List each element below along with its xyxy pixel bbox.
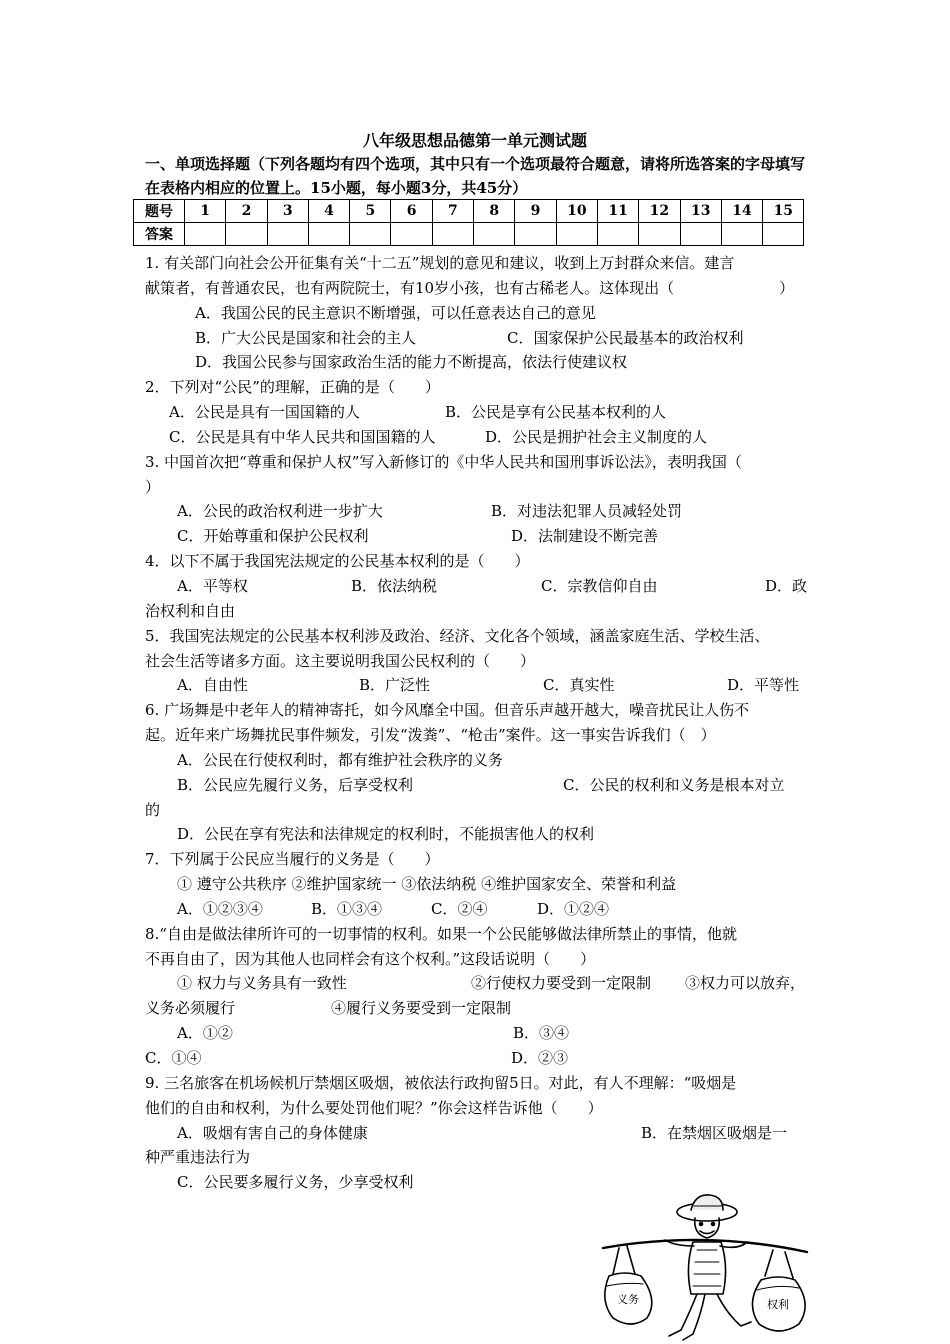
question-3-stem: ）: [145, 477, 161, 496]
question-8-item-2: ②行使权力要受到一定限制: [471, 974, 652, 993]
question-4-option-a: A．平等权: [177, 576, 248, 595]
question-2-stem: 2．下列对“公民”的理解，正确的是（ ）: [145, 378, 440, 397]
answer-cell[interactable]: [350, 223, 391, 246]
question-6-option-c-cont: 的: [145, 800, 161, 819]
question-5-option-b: B．广泛性: [359, 676, 431, 695]
answer-cell[interactable]: [515, 223, 556, 246]
answer-cell[interactable]: [226, 223, 267, 246]
answer-cell[interactable]: [763, 223, 804, 246]
question-9-options-ab: [145, 1121, 817, 1146]
answer-table-number-row: [134, 200, 804, 223]
question-number-cell: 12: [639, 200, 680, 223]
question-4-option-c: C．宗教信仰自由: [541, 576, 658, 595]
question-8-items-123: [145, 971, 817, 996]
section-heading: 一、单项选择题（下列各题均有四个选项，其中只有一个选项最符合题意，请将所选答案的字母填写在表格内相应的位置上。15小题，每小题3分，共45分）: [145, 155, 806, 197]
question-1-option-d: D．我国公民参与国家政治生活的能力不断提高，依法行使建议权: [195, 353, 628, 372]
question-9-stem: 9. 三名旅客在机场候机厅禁烟区吸烟，被依法行政拘留5日。对此，有人不理解：“吸烟是: [145, 1073, 737, 1092]
question-number-cell: 15: [763, 200, 804, 223]
bag-label-obligation: 义务: [617, 1293, 639, 1306]
question-number-cell: 7: [432, 200, 473, 223]
question-8-options-ab: [145, 1021, 817, 1046]
question-number-cell: 6: [391, 200, 432, 223]
question-4-option-b: B．依法纳税: [351, 576, 438, 595]
question-7-stem: 7．下列属于公民应当履行的义务是（ ）: [145, 850, 440, 869]
answer-cell[interactable]: [185, 223, 226, 246]
answer-cell[interactable]: [391, 223, 432, 246]
question-7-option-c: C．②④: [431, 899, 488, 918]
question-1-option-a: A．我国公民的民主意识不断增强，可以任意表达自己的意见: [195, 303, 596, 322]
question-3-options-cd: [145, 524, 817, 549]
question-number-cell: 13: [680, 200, 721, 223]
question-7-option-a: A．①②③④: [177, 899, 263, 918]
question-2-options-cd: [145, 425, 817, 450]
question-8-option-b: B．③④: [513, 1024, 570, 1043]
question-8-item-1: ① 权力与义务具有一致性: [177, 974, 347, 993]
question-9-option-a: A．吸烟有害自己的身体健康: [177, 1123, 368, 1142]
answer-cell[interactable]: [267, 223, 308, 246]
question-3-option-a: A．公民的政治权利进一步扩大: [177, 502, 383, 521]
question-4-option-d-cont: 治权利和自由: [145, 601, 236, 620]
question-8-option-c: C．①④: [145, 1049, 202, 1067]
question-1-option-c: C．国家保护公民最基本的政治权利: [507, 328, 744, 347]
answer-cell[interactable]: [721, 223, 762, 246]
question-number-cell: 11: [597, 200, 638, 223]
question-1-option-b: B．广大公民是国家和社会的主人: [195, 328, 417, 347]
answer-table: [133, 199, 804, 246]
question-8-stem: 8.“自由是做法律所许可的一切事情的权利。如果一个公民能够做法律所禁止的事情，他就: [145, 924, 737, 943]
question-6-option-d: D．公民在享有宪法和法律规定的权利时，不能损害他人的权利: [177, 825, 595, 844]
answer-cell[interactable]: [639, 223, 680, 246]
question-5-stem: 社会生活等诸多方面。这主要说明我国公民权利的（ ）: [145, 651, 536, 670]
question-6-options-bc: [145, 773, 817, 798]
answer-cell[interactable]: [474, 223, 515, 246]
question-9-option-c: C．公民要多履行义务，少享受权利: [177, 1173, 414, 1192]
answer-cell[interactable]: [597, 223, 638, 246]
question-9-option-b-cont: 种严重违法行为: [145, 1148, 251, 1167]
answer-cell[interactable]: [308, 223, 349, 246]
question-7-option-d: D．①②④: [537, 899, 610, 918]
question-6-option-c: C．公民的权利和义务是根本对立: [563, 775, 785, 794]
question-4-stem: 4．以下不属于我国宪法规定的公民基本权利的是（ ）: [145, 552, 530, 571]
question-6-stem: 6. 广场舞是中老年人的精神寄托，如今风靡全中国。但音乐声越开越大，噪音扰民让人伤不: [145, 701, 750, 720]
question-6-option-b: B．公民应先履行义务，后享受权利: [177, 775, 414, 794]
question-number-cell: 10: [556, 200, 597, 223]
question-4-option-d: D．政: [765, 576, 808, 595]
question-1-stem: 献策者，有普通农民，也有两院院士，有10岁小孩，也有古稀老人。这体现出（ ）: [145, 278, 795, 297]
question-5-options: [145, 673, 817, 698]
answer-cell[interactable]: [432, 223, 473, 246]
question-2-option-d: D．公民是拥护社会主义制度的人: [485, 427, 708, 446]
question-8-item-3-cont: 义务必须履行: [145, 999, 236, 1018]
table-row-header: 题号: [134, 200, 185, 223]
question-8-stem: 不再自由了，因为其他人也同样会有这个权利。”这段话说明（ ）: [145, 949, 596, 968]
table-row-header: 答案: [134, 223, 185, 246]
question-5-option-c: C．真实性: [543, 676, 615, 695]
question-8-items-34: [145, 996, 817, 1021]
question-2-option-c: C．公民是具有中华人民共和国国籍的人: [169, 427, 436, 446]
answer-table-answer-row: [134, 223, 804, 246]
page-title: 八年级思想品德第一单元测试题: [362, 131, 587, 150]
question-9-stem: 他们的自由和权利，为什么要处罚他们呢？”你会这样告诉他（ ）: [145, 1098, 603, 1117]
question-8-item-4: ④履行义务要受到一定限制: [331, 999, 512, 1018]
question-number-cell: 4: [308, 200, 349, 223]
answer-cell[interactable]: [680, 223, 721, 246]
answer-cell[interactable]: [556, 223, 597, 246]
question-number-cell: 1: [185, 200, 226, 223]
question-8-item-3: ③权力可以放弃，: [685, 974, 806, 993]
question-7-options: [145, 897, 817, 922]
question-number-cell: 3: [267, 200, 308, 223]
question-8-options-cd: [145, 1046, 817, 1071]
question-7-items: ① 遵守公共秩序 ②维护国家统一 ③依法纳税 ④维护国家安全、荣誉和利益: [177, 875, 677, 894]
question-8-option-a: A．①②: [177, 1024, 233, 1043]
question-1-options-bc: [145, 326, 817, 351]
question-5-option-d: D．平等性: [727, 676, 800, 695]
question-number-cell: 9: [515, 200, 556, 223]
question-number-cell: 5: [350, 200, 391, 223]
question-6-stem: 起。近年来广场舞扰民事件频发，引发“泼粪”、“枪击”案件。这一事实告诉我们（ ）: [145, 726, 716, 745]
cartoon-illustration: [595, 1190, 815, 1344]
question-3-options-ab: [145, 499, 817, 524]
question-number-cell: 2: [226, 200, 267, 223]
question-5-stem: 5．我国宪法规定的公民基本权利涉及政治、经济、文化各个领域，涵盖家庭生活、学校生活、: [145, 626, 770, 645]
bag-label-right: 权利: [767, 1298, 789, 1311]
question-number-cell: 14: [721, 200, 762, 223]
question-2-option-a: A．公民是具有一国国籍的人: [169, 403, 360, 422]
questions: [145, 251, 817, 1195]
question-3-stem: 3. 中国首次把“尊重和保护人权”写入新修订的《中华人民共和国刑事诉讼法》，表明我国（: [145, 452, 742, 471]
question-4-options: [145, 574, 817, 599]
question-9-option-b: B．在禁烟区吸烟是一: [641, 1123, 788, 1142]
question-8-option-d: D．②③: [511, 1049, 569, 1067]
question-5-option-a: A．自由性: [177, 676, 248, 695]
question-3-option-b: B．对违法犯罪人员减轻处罚: [491, 502, 683, 521]
question-3-option-c: C．开始尊重和保护公民权利: [177, 527, 369, 546]
question-number-cell: 8: [474, 200, 515, 223]
question-2-options-ab: [145, 400, 817, 425]
question-6-option-a: A．公民在行使权利时，都有维护社会秩序的义务: [177, 750, 503, 769]
question-3-option-d: D．法制建设不断完善: [511, 527, 659, 546]
question-2-option-b: B．公民是享有公民基本权利的人: [445, 403, 667, 422]
question-7-option-b: B．①③④: [311, 899, 383, 918]
question-1-stem: 1. 有关部门向社会公开征集有关“十二五”规划的意见和建议，收到上万封群众来信。建言: [145, 254, 735, 272]
